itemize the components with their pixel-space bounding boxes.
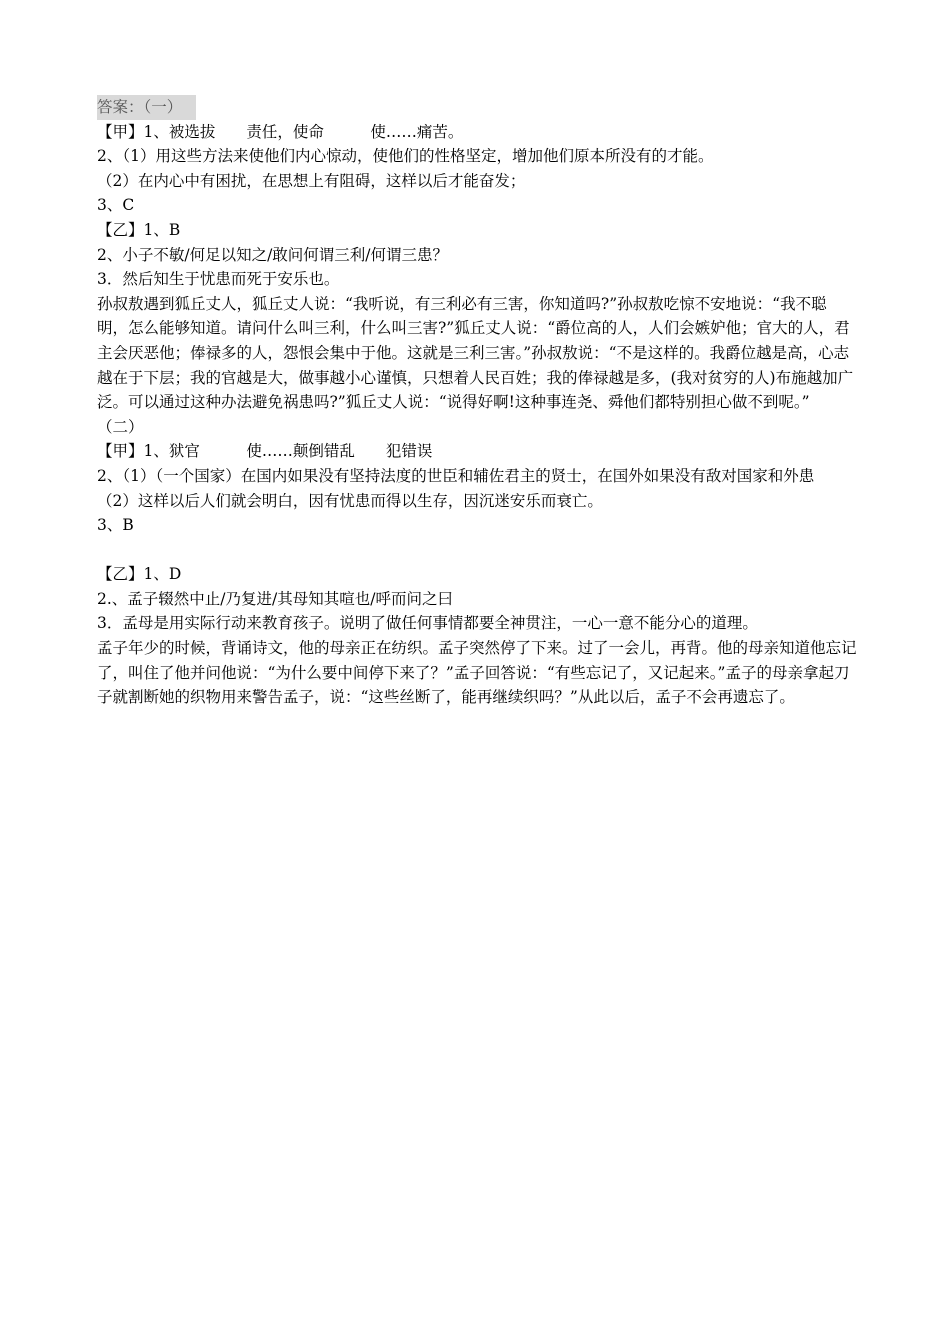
s2-yi-translation: 孟子年少的时候，背诵诗文，他的母亲正在纺织。孟子突然停了下来。过了一会儿，再背。他的母亲知道他忘记了，叫住了他并问他说：“为什么要中间停下来了？”孟子回答说：“有些忘记了，又记起来。”孟子的母亲拿起刀子就割断她的织物用来警告孟子，说：“这些丝断了，能再继续织吗？”从此以后，孟子不会再遗忘了。 xyxy=(97,639,857,707)
blank-line xyxy=(97,538,857,563)
s1-jia-q3: 3、C xyxy=(97,196,135,215)
s1-jia-q1: 【甲】1、被选拔 责任，使命 使……痛苦。 xyxy=(97,122,464,141)
s2-jia-q2-part1: 2、（1）（一个国家）在国内如果没有坚持法度的世臣和辅佐君主的贤士，在国外如果没有敌对国家和外患 xyxy=(97,466,815,485)
s1-jia-q2-part1: 2、（1）用这些方法来使他们内心惊动，使他们的性格坚定，增加他们原本所没有的才能。 xyxy=(97,147,714,166)
answer-label: 答案：（一） xyxy=(97,95,196,120)
s1-yi-q1: 【乙】1、B xyxy=(97,220,181,239)
s2-jia-q1: 【甲】1、狱官 使……颠倒错乱 犯错误 xyxy=(97,442,433,461)
s2-jia-q3: 3、B xyxy=(97,516,134,535)
s1-jia-q2-part2: （2）在内心中有困扰，在思想上有阻碍，这样以后才能奋发； xyxy=(97,171,526,190)
s2-jia-q2-part2: （2）这样以后人们就会明白，因有忧患而得以生存，因沉迷安乐而衰亡。 xyxy=(97,491,603,510)
s2-yi-q1: 【乙】1、D xyxy=(97,565,182,584)
s1-yi-translation: 孙叔敖遇到狐丘丈人，狐丘丈人说：“我听说，有三利必有三害，你知道吗?”孙叔敖吃惊不安地说：“我不聪明，怎么能够知道。请问什么叫三利，什么叫三害?”狐丘丈人说：“爵位高的人，人们会嫉妒他；官大的人，君主会厌恶他；俸禄多的人，怨恨会集中于他。这就是三利三害。”孙叔敖说：“不是这样的。我爵位越是高，心志越在于下层；我的官越是大，做事越小心谨慎，只想着人民百姓；我的俸禄越是多，(我对贫穷的人)布施越加广泛。可以通过这种办法避免祸患吗?”狐丘丈人说：“说得好啊!这种事连尧、舜他们都特别担心做不到呢。” xyxy=(97,294,854,412)
answer-heading-line xyxy=(97,95,857,120)
s1-yi-q2: 2、小子不敏/何足以知之/敢问何谓三利/何谓三患？ xyxy=(97,245,449,264)
section2-label: （二） xyxy=(97,417,144,436)
s1-yi-q3: 3．然后知生于忧患而死于安乐也。 xyxy=(97,270,340,289)
s2-yi-q2: 2.、孟子辍然中止/乃复进/其母知其喧也/呼而问之曰 xyxy=(97,589,453,608)
answer-document xyxy=(97,95,857,710)
s2-yi-q3: 3．孟母是用实际行动来教育孩子。说明了做任何事情都要全神贯注，一心一意不能分心的道理。 xyxy=(97,614,758,633)
